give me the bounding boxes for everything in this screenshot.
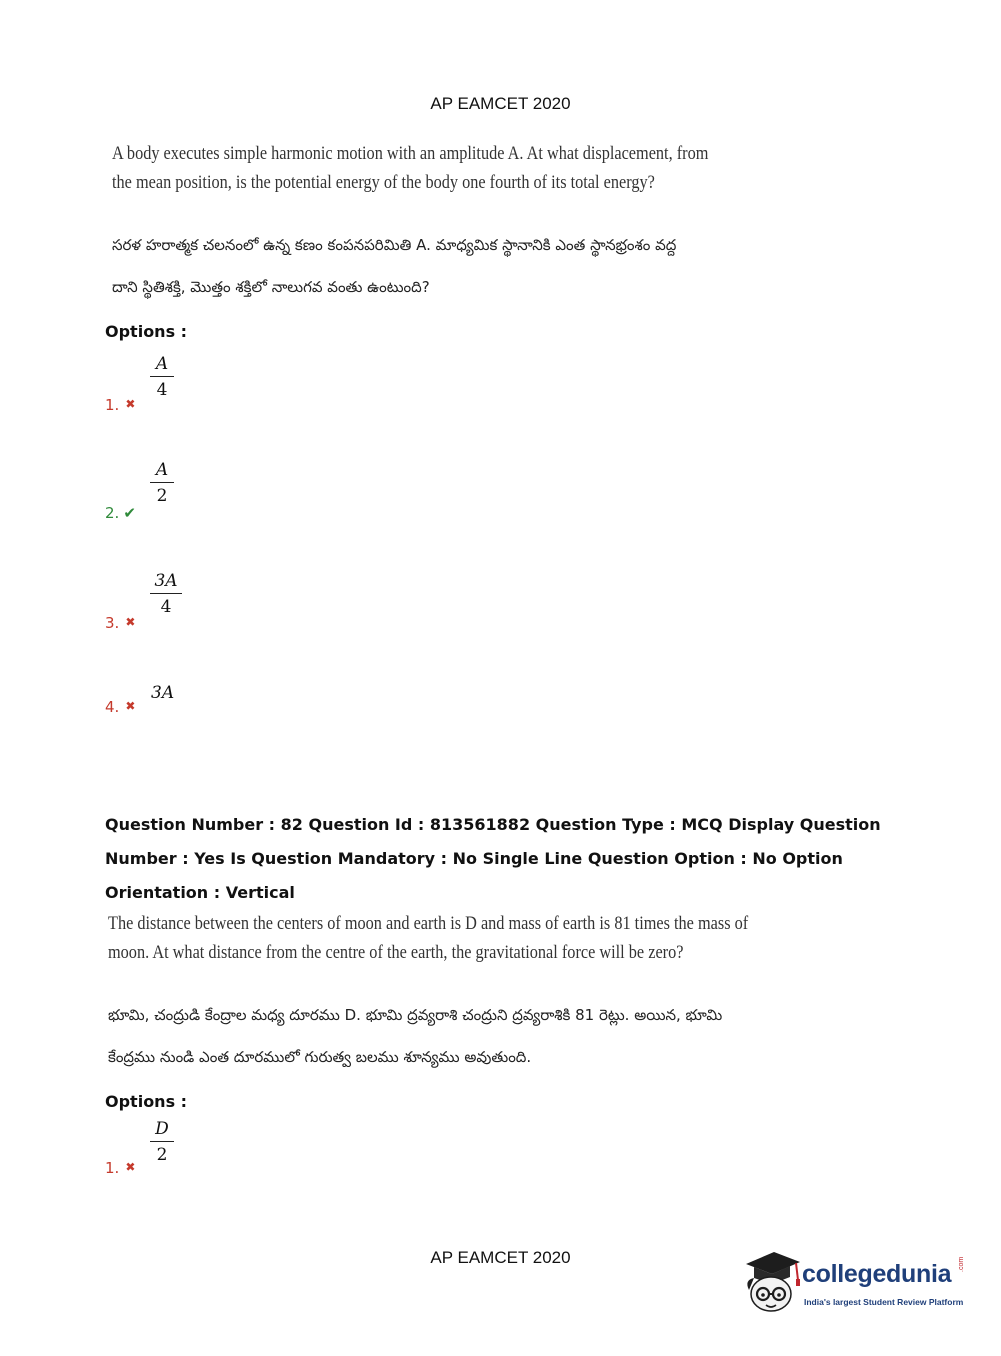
question1-telugu-line: దాని స్థితిశక్తి, మొత్తం శక్తిలో నాలుగవ వంతు ఉంటుంది? xyxy=(112,278,430,296)
question2-telugu-line: కేంద్రము నుండి ఎంత దూరములో గురుత్వ బలము శూన్యము అవుతుంది. xyxy=(108,1048,532,1066)
question2-english xyxy=(108,910,748,968)
question1-english-line: A body executes simple harmonic motion with an amplitude A. At what displacement, from xyxy=(112,144,709,164)
collegedunia-logo[interactable] xyxy=(740,1250,970,1320)
q1-option2-label[interactable] xyxy=(105,504,136,522)
q1-option1-numerator: A xyxy=(150,354,174,377)
q1-option4-number: 4. xyxy=(105,698,120,716)
question1-english xyxy=(112,140,708,198)
q1-option3-denominator: 4 xyxy=(160,597,172,617)
q1-option4-label[interactable] xyxy=(105,698,135,716)
q1-option2-denominator: 2 xyxy=(156,486,168,506)
logo-suffix: .com xyxy=(958,1256,965,1272)
q2-option1-label[interactable] xyxy=(105,1159,135,1177)
q1-option4-value: 3A xyxy=(151,683,175,703)
question1-telugu-line: సరళ హరాత్మక చలనంలో ఉన్న కణం కంపనపరిమితి A. మాధ్యమిక స్థానానికి ఎంత స్థానభ్రంశం వద్ద xyxy=(112,236,677,254)
question2-meta-line: Orientation : Vertical xyxy=(105,883,295,902)
page-header: AP EAMCET 2020 xyxy=(430,94,571,113)
question2-meta-line: Question Number : 82 Question Id : 813561882 Question Type : MCQ Display Question xyxy=(105,815,881,834)
wrong-icon: ✖ xyxy=(125,397,136,411)
logo-tagline: India's largest Student Review Platform xyxy=(804,1297,964,1307)
q1-option1-denominator: 4 xyxy=(156,380,168,400)
question1-english-line: the mean position, is the potential energy of the body one fourth of its total energy? xyxy=(112,173,655,193)
q1-option2-fraction xyxy=(150,460,174,506)
question2-telugu xyxy=(108,994,722,1078)
q1-option2-numerator: A xyxy=(150,460,174,483)
q2-option1-denominator: 2 xyxy=(156,1145,168,1165)
question2-options-label: Options : xyxy=(105,1092,188,1111)
q1-option3-label[interactable] xyxy=(105,614,135,632)
q1-option2-number: 2. xyxy=(105,504,120,522)
q1-option1-label[interactable] xyxy=(105,396,135,414)
question2-english-line: The distance between the centers of moon and earth is D and mass of earth is 81 times the mass of xyxy=(108,914,749,934)
wrong-icon: ✖ xyxy=(125,699,136,713)
wrong-icon: ✖ xyxy=(125,1160,136,1174)
logo-wordmark: collegedunia xyxy=(802,1260,952,1288)
question2-meta xyxy=(105,808,881,910)
q1-option3-fraction xyxy=(150,571,182,617)
check-icon: ✔ xyxy=(123,504,136,522)
wrong-icon: ✖ xyxy=(125,615,136,629)
question1-options-label: Options : xyxy=(105,322,188,341)
q1-option3-numerator: 3A xyxy=(150,571,182,594)
q2-option1-numerator: D xyxy=(150,1119,174,1142)
q1-option1-fraction xyxy=(150,354,174,400)
question2-meta-line: Number : Yes Is Question Mandatory : No Single Line Question Option : No Option xyxy=(105,849,843,868)
mascot-icon xyxy=(740,1250,802,1318)
question1-telugu xyxy=(112,224,676,308)
q1-option1-number: 1. xyxy=(105,396,120,414)
q2-option1-number: 1. xyxy=(105,1159,120,1177)
question2-english-line: moon. At what distance from the centre of the earth, the gravitational force will be zero? xyxy=(108,943,684,963)
page-footer: AP EAMCET 2020 xyxy=(430,1248,571,1267)
q2-option1-fraction xyxy=(150,1119,174,1165)
q1-option3-number: 3. xyxy=(105,614,120,632)
question2-telugu-line: భూమి, చంద్రుడి కేంద్రాల మధ్య దూరము D. భూమి ద్రవ్యరాశి చంద్రుని ద్రవ్యరాశికి 81 రెట్లు. అయిన, భూమి xyxy=(108,1006,723,1024)
